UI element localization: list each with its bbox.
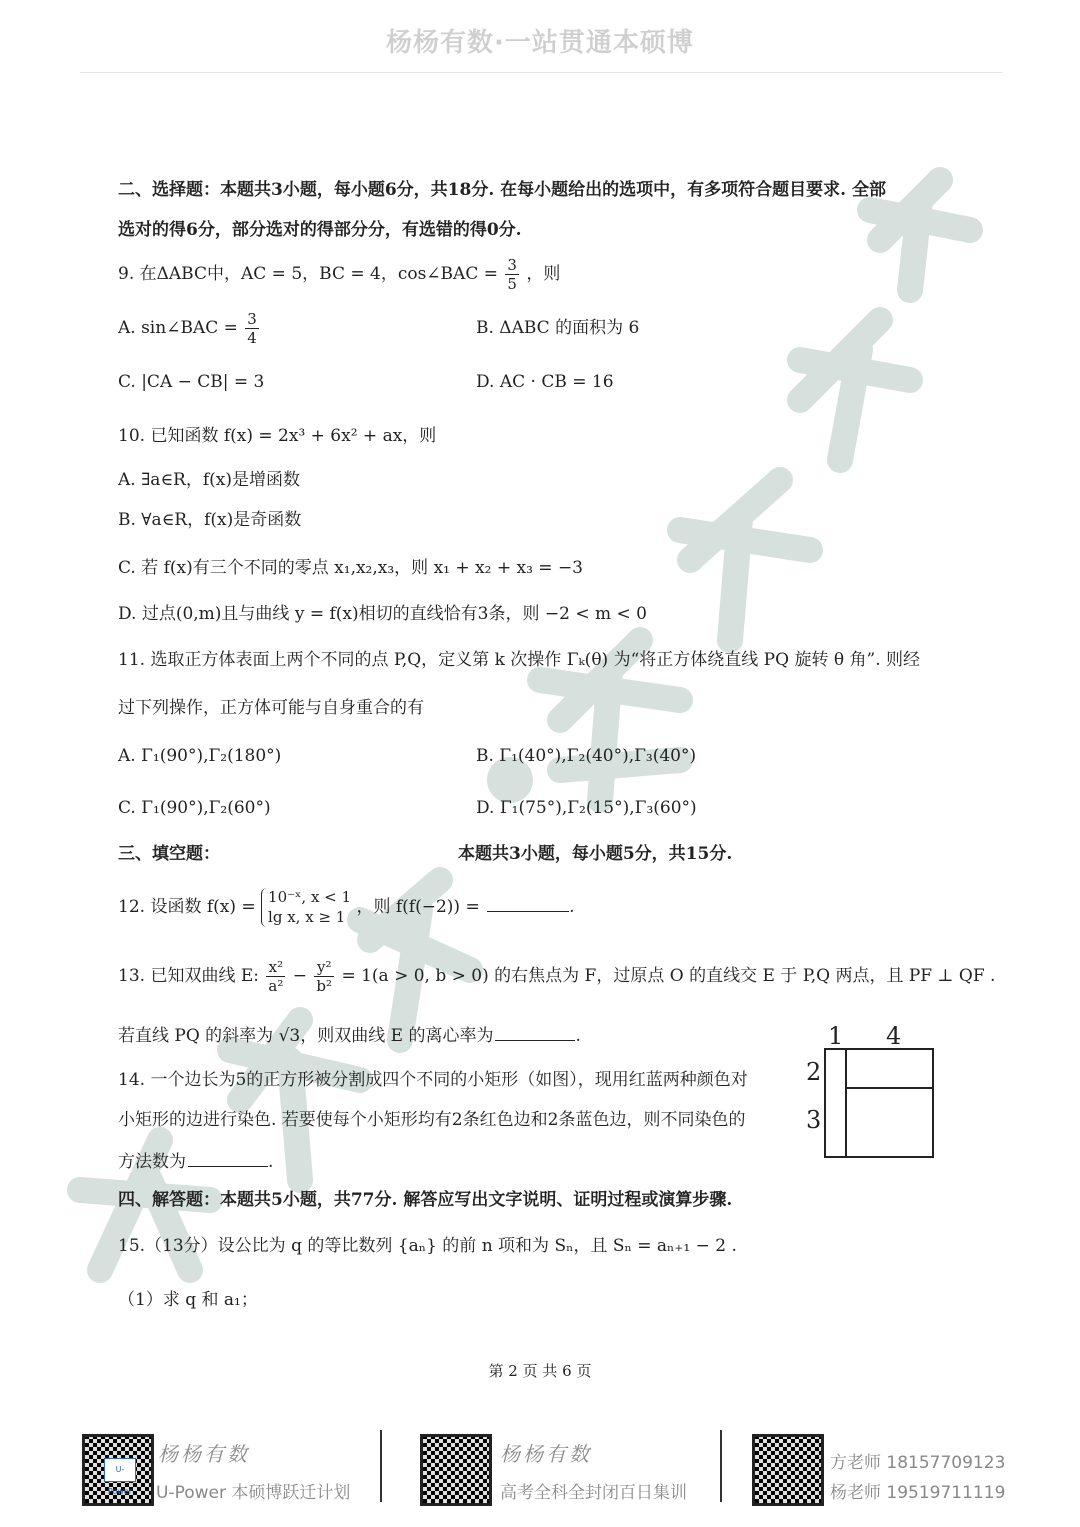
q10-option-d: D. 过点(0,m)且与曲线 y = f(x)相切的直线恰有3条，则 −2 < m < 0: [118, 604, 647, 624]
q14-line3-text: 方法数为: [118, 1152, 186, 1172]
footer-separator-2: [720, 1430, 722, 1502]
q9-option-a-prefix: A. sin∠BAC =: [118, 318, 238, 338]
qr-code-2: [420, 1434, 492, 1506]
q14-line1: 14. 一个边长为5的正方形被分割成四个不同的小矩形（如图），现用红蓝两种颜色对: [118, 1070, 748, 1090]
q9-stem-prefix: 9. 在ΔABC中，AC = 5，BC = 4，cos∠BAC =: [118, 264, 498, 284]
footer-contact-2: 杨老师 19519711119: [830, 1483, 1006, 1503]
page-number: 第 2 页 共 6 页: [488, 1362, 592, 1380]
q11-stem-line1: 11. 选取正方体表面上两个不同的点 P,Q，定义第 k 次操作 Γₖ(θ) 为“将正方体绕直线 PQ 旋转 θ 角”. 则经: [118, 650, 921, 670]
q12-prefix: 12. 设函数 f(x) =: [118, 897, 256, 917]
footer: [0, 1430, 1080, 1510]
q9-stem-suffix: ，则: [526, 264, 561, 284]
q11-stem-line2: 过下列操作，正方体可能与自身重合的有: [118, 698, 424, 718]
q15-stem: 15.（13分）设公比为 q 的等比数列 {aₙ} 的前 n 项和为 Sₙ，且 Sₙ = aₙ₊₁ − 2 .: [118, 1236, 737, 1256]
footer-brand-1: 杨杨有数: [158, 1442, 250, 1466]
q10-option-b: B. ∀a∈R，f(x)是奇函数: [118, 510, 302, 530]
figure-label-2: 2: [806, 1058, 822, 1086]
q9-stem-fraction: $\frac{3}{5}$: [507, 256, 517, 293]
q13-suffix: = 1(a > 0, b > 0) 的右焦点为 F，过原点 O 的直线交 E 于 P,Q 两点，且 PF ⊥ QF .: [341, 966, 996, 986]
q13-line1: 13. 已知双曲线 E: $\frac{\text{x²}}{\text{a²}}$ − $\frac{\text{y²}}{\text{b²}}$ = 1(a > 0, b > 0) 的右焦点为 F，过原点 O 的直线交 E 于 P,Q 两点，且 PF ⊥ QF .: [118, 958, 996, 995]
figure-label-1: 1: [828, 1022, 844, 1050]
header-divider: [80, 72, 1002, 73]
page-header-title: 杨杨有数·一站贯通本硕博: [386, 28, 694, 58]
qr-code-3: [752, 1434, 824, 1506]
q14-line3: 方法数为 .: [118, 1152, 274, 1172]
watermark-dot: [500, 770, 520, 790]
q9-option-a-fraction: $\frac{3}{4}$: [247, 310, 257, 347]
section2-heading-line2: 选对的得6分，部分选对的得部分分，有选错的得0分.: [118, 220, 522, 240]
q11-option-d: D. Γ₁(75°),Γ₂(15°),Γ₃(60°): [476, 798, 697, 818]
footer-sub-1: U-Power 本硕博跃迁计划: [156, 1483, 351, 1503]
q13-answer-blank: [495, 1024, 575, 1041]
section3-heading-left: 三、填空题：: [118, 844, 220, 864]
q9-option-c: C. |CA − CB| = 3: [118, 372, 265, 392]
q14-answer-blank: [188, 1150, 268, 1167]
figure-outer-square: [825, 1049, 933, 1157]
q12-piecewise: 10⁻ˣ, x < 1 lg x, x ≥ 1: [261, 888, 351, 927]
section4-heading: 四、解答题：本题共5小题，共77分. 解答应写出文字说明、证明过程或演算步骤.: [118, 1190, 733, 1210]
q9-option-a: [118, 310, 261, 347]
watermark-stroke: [680, 480, 810, 640]
figure-grid-svg: [824, 1048, 936, 1160]
q13-prefix: 13. 已知双曲线 E:: [118, 966, 259, 986]
q12-answer-blank: [487, 895, 569, 912]
footer-sub-2: 高考全科全封闭百日集训: [500, 1483, 687, 1503]
footer-contact-1: 方老师 18157709123: [830, 1453, 1006, 1473]
q14-rectangle-figure: [800, 1022, 940, 1162]
u-power-logo: U-Power: [104, 1458, 136, 1482]
q10-option-c: C. 若 f(x)有三个不同的零点 x₁,x₂,x₃，则 x₁ + x₂ + x₃ = −3: [118, 558, 584, 578]
q12: 12. 设函数 f(x) = 10⁻ˣ, x < 1 lg x, x ≥ 1 ，则 f(f(−2)) = .: [118, 888, 575, 926]
q13-line2: 若直线 PQ 的斜率为 √3，则双曲线 E 的离心率为 .: [118, 1026, 581, 1046]
q13-line2-text: 若直线 PQ 的斜率为 √3，则双曲线 E 的离心率为: [118, 1026, 494, 1046]
q13-fraction-x: $\frac{\text{x²}}{\text{a²}}$: [268, 958, 284, 995]
figure-label-4: 4: [886, 1022, 902, 1050]
figure-label-3: 3: [806, 1106, 822, 1134]
q15-part1: （1）求 q 和 a₁；: [118, 1290, 258, 1310]
section2-heading-line1: 二、选择题：本题共3小题，每小题6分，共18分. 在每小题给出的选项中，有多项符合题目要求. 全部: [118, 180, 886, 200]
q13-fraction-y: $\frac{\text{y²}}{\text{b²}}$: [316, 958, 333, 995]
footer-brand-2: 杨杨有数: [500, 1442, 592, 1466]
q9-option-b: B. ΔABC 的面积为 6: [476, 318, 640, 338]
q10-option-a: A. ∃a∈R，f(x)是增函数: [118, 470, 300, 490]
section3-heading-right: 本题共3小题，每小题5分，共15分.: [458, 844, 733, 864]
q14-line2: 小矩形的边进行染色. 若要使每个小矩形均有2条红色边和2条蓝色边，则不同染色的: [118, 1110, 746, 1130]
q11-option-a: A. Γ₁(90°),Γ₂(180°): [118, 746, 282, 766]
q11-option-c: C. Γ₁(90°),Γ₂(60°): [118, 798, 271, 818]
watermark-stroke: [800, 320, 910, 460]
q10-stem: 10. 已知函数 f(x) = 2x³ + 6x² + ax，则: [118, 426, 437, 446]
q9-option-d: D. AC · CB = 16: [476, 372, 614, 392]
footer-separator-1: [380, 1430, 382, 1502]
q12-suffix: ，则 f(f(−2)) =: [356, 897, 480, 917]
q11-option-b: B. Γ₁(40°),Γ₂(40°),Γ₃(40°): [476, 746, 697, 766]
q9-stem: [118, 256, 560, 293]
